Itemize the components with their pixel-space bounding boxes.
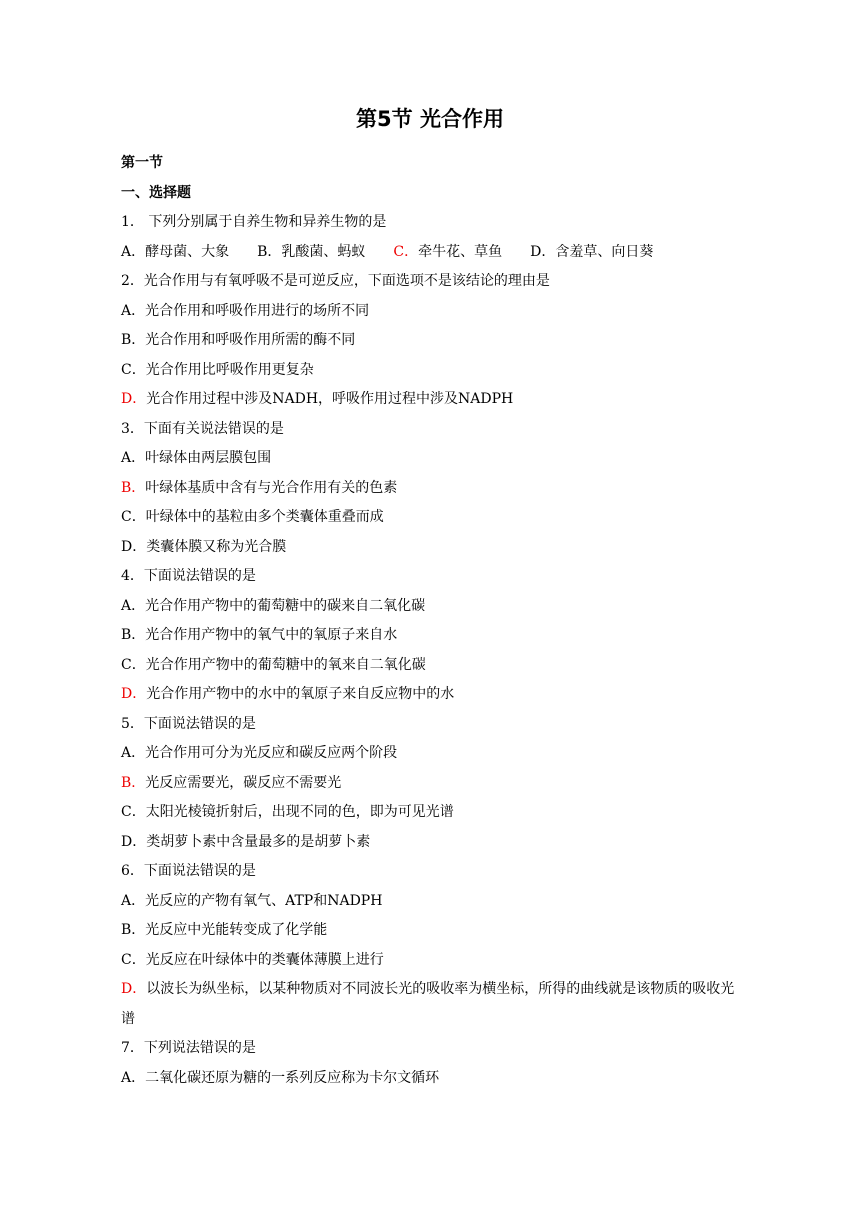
- answer-letter: D．: [121, 981, 147, 997]
- q5-option-b: [121, 769, 741, 799]
- question-2-stem: 2．光合作用与有氧呼吸不是可逆反应，下面选项不是该结论的理由是: [121, 273, 550, 289]
- question-6-stem: 6．下面说法错误的是: [121, 863, 256, 879]
- option-text: 叶绿体基质中含有与光合作用有关的色素: [145, 479, 398, 496]
- option-text: 牵牛花、草鱼: [418, 243, 503, 260]
- q2-option-c: [121, 356, 741, 386]
- part-heading: 一、选择题: [121, 184, 191, 201]
- q6-option-b: [121, 916, 741, 946]
- question-7-stem: 7．下列说法错误的是: [121, 1040, 256, 1056]
- q1-option-b: [257, 238, 365, 268]
- option-text: 光合作用比呼吸作用更复杂: [145, 361, 314, 378]
- option-letter: A．: [121, 892, 146, 909]
- option-letter: C．: [121, 951, 146, 968]
- answer-letter: B．: [121, 774, 146, 791]
- option-letter: A．: [121, 597, 146, 614]
- option-text: 以波长为纵坐标，以某种物质对不同波长光的吸收率为横坐标，所得的曲线就是该物质的吸收光谱: [121, 981, 735, 1027]
- option-letter: C．: [121, 361, 146, 378]
- q4-option-a: [121, 592, 741, 622]
- q4-option-d: [121, 680, 741, 710]
- question-4-stem: 4．下面说法错误的是: [121, 568, 256, 584]
- q1-option-a: [121, 238, 229, 268]
- q6-option-c: [121, 946, 741, 976]
- option-text: 光合作用和呼吸作用进行的场所不同: [145, 302, 370, 319]
- option-text: 含羞草、向日葵: [555, 243, 654, 260]
- option-text: 光合作用和呼吸作用所需的酶不同: [145, 332, 356, 348]
- q2-option-a: [121, 297, 741, 327]
- question-3-stem: 3．下面有关说法错误的是: [121, 420, 284, 437]
- option-text: 光合作用产物中的葡萄糖中的碳来自二氧化碳: [145, 597, 426, 614]
- option-letter: C．: [121, 804, 146, 820]
- q5-option-a: [121, 739, 741, 769]
- answer-letter: B．: [121, 479, 146, 496]
- answer-letter: C．: [393, 243, 419, 260]
- option-text: 光反应中光能转变成了化学能: [145, 922, 328, 938]
- option-letter: D．: [530, 243, 556, 260]
- q6-option-a: [121, 887, 741, 917]
- option-text: 光反应需要光，碳反应不需要光: [145, 774, 342, 791]
- option-letter: B．: [121, 332, 146, 348]
- option-text: 类囊体膜又称为光合膜: [146, 538, 287, 555]
- question-1-options: [121, 238, 741, 268]
- option-text: 光合作用可分为光反应和碳反应两个阶段: [145, 745, 398, 761]
- q7-option-a: [121, 1064, 741, 1094]
- q5-option-d: [121, 828, 741, 858]
- option-text: 光反应在叶绿体中的类囊体薄膜上进行: [145, 951, 384, 968]
- option-letter: A．: [121, 243, 146, 260]
- page-title: 第5节 光合作用: [356, 107, 504, 131]
- option-text: 二氧化碳还原为糖的一系列反应称为卡尔文循环: [145, 1069, 440, 1086]
- option-text: 乳酸菌、蚂蚁: [281, 243, 366, 260]
- q3-option-b: [121, 474, 741, 504]
- option-letter: A．: [121, 302, 146, 319]
- option-text: 光反应的产物有氧气、ATP和NADPH: [145, 892, 383, 909]
- answer-letter: D．: [121, 686, 147, 702]
- q3-option-c: [121, 503, 741, 533]
- option-text: 光合作用产物中的水中的氧原子来自反应物中的水: [146, 686, 455, 702]
- option-text: 类胡萝卜素中含量最多的是胡萝卜素: [146, 833, 371, 850]
- option-letter: D．: [121, 538, 147, 555]
- option-text: 太阳光棱镜折射后，出现不同的色，即为可见光谱: [145, 804, 454, 820]
- option-text: 光合作用过程中涉及NADH，呼吸作用过程中涉及NADPH: [146, 391, 514, 407]
- q3-option-d: [121, 533, 741, 563]
- q5-option-c: [121, 798, 741, 828]
- option-text: 光合作用产物中的氧气中的氧原子来自水: [145, 627, 398, 643]
- option-letter: D．: [121, 833, 147, 850]
- option-text: 酵母菌、大象: [145, 243, 230, 260]
- option-letter: A．: [121, 1069, 146, 1086]
- q1-option-c: [393, 238, 502, 268]
- option-letter: C．: [121, 656, 146, 673]
- q3-option-a: [121, 444, 741, 474]
- q4-option-c: [121, 651, 741, 681]
- option-letter: B．: [121, 922, 146, 938]
- q6-option-d: [121, 975, 741, 1034]
- option-letter: C．: [121, 509, 146, 525]
- question-1-stem: 1． 下列分别属于自养生物和异养生物的是: [121, 214, 387, 230]
- option-text: 叶绿体由两层膜包围: [145, 450, 272, 466]
- option-letter: B．: [257, 243, 282, 260]
- option-letter: A．: [121, 450, 146, 466]
- option-letter: A．: [121, 745, 146, 761]
- answer-letter: D．: [121, 391, 147, 407]
- q1-option-d: [530, 238, 653, 268]
- document-body: [121, 149, 741, 1093]
- q2-option-b: [121, 326, 741, 356]
- q2-option-d: [121, 385, 741, 415]
- option-text: 光合作用产物中的葡萄糖中的氧来自二氧化碳: [145, 656, 426, 673]
- q4-option-b: [121, 621, 741, 651]
- section-heading: 第一节: [121, 155, 163, 171]
- option-text: 叶绿体中的基粒由多个类囊体重叠而成: [145, 509, 384, 525]
- option-letter: B．: [121, 627, 146, 643]
- question-5-stem: 5．下面说法错误的是: [121, 715, 256, 732]
